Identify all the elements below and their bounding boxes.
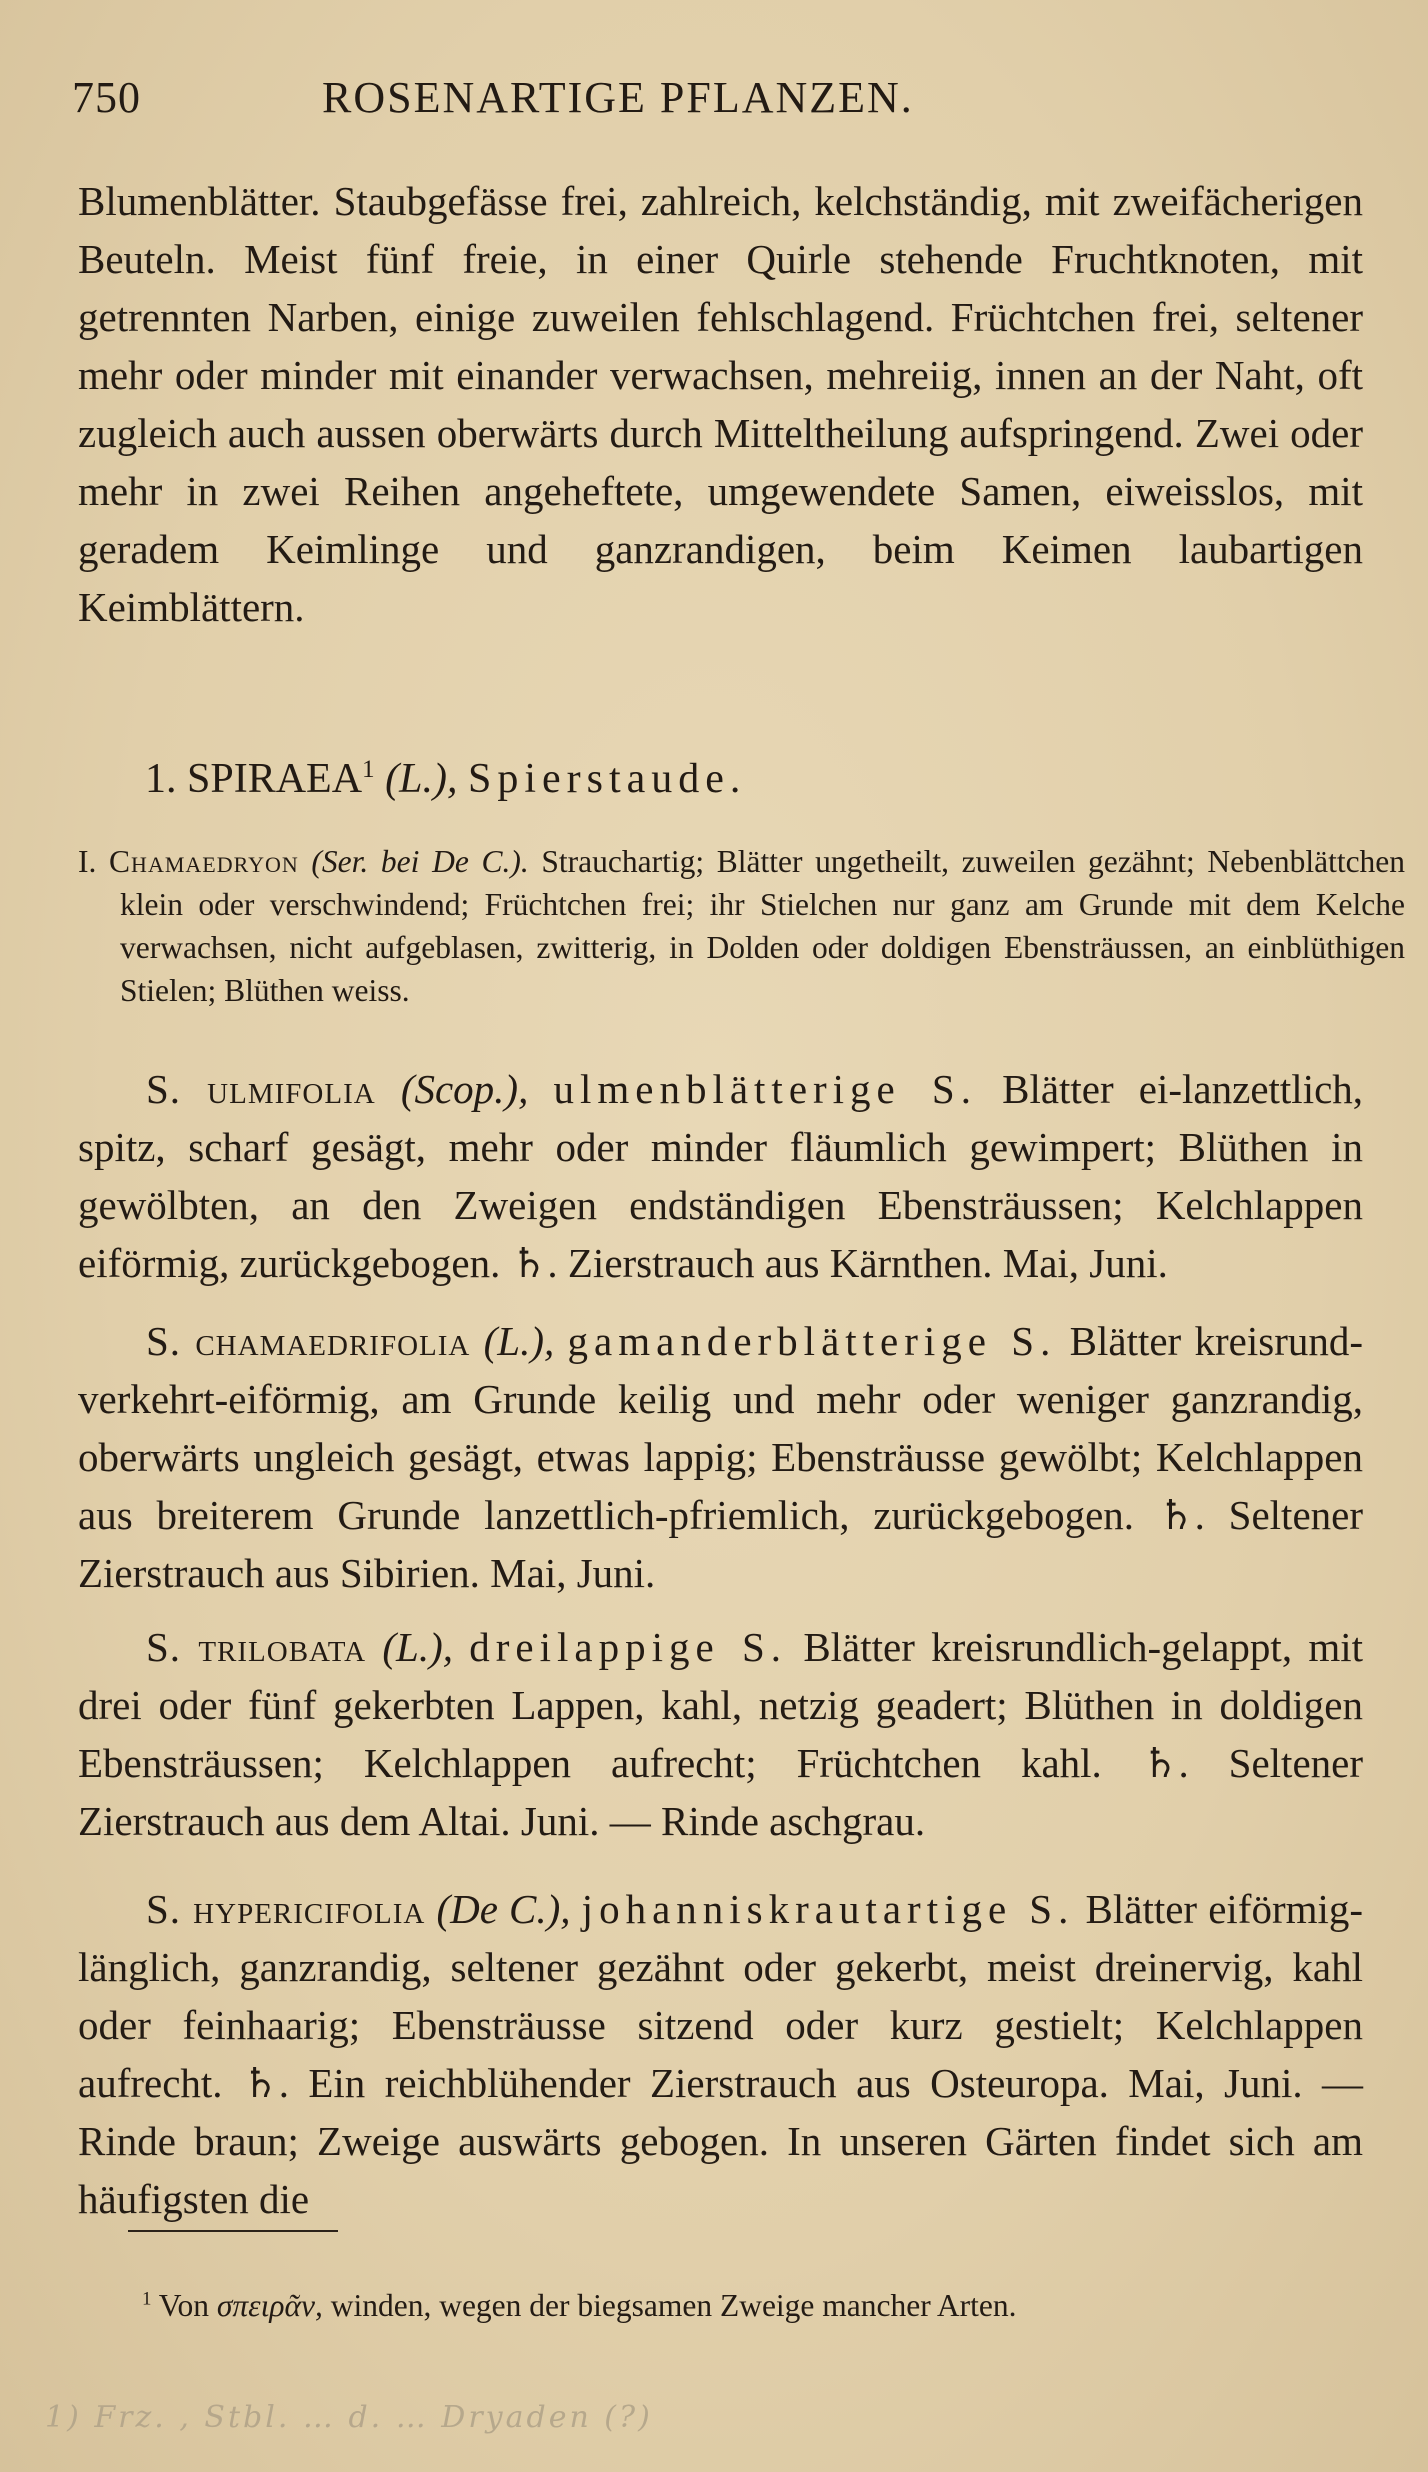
footnote-marker: 1: [362, 756, 375, 783]
footnote-greek-word: σπειρᾶν,: [216, 2288, 323, 2323]
genus-number: 1.: [145, 756, 177, 802]
species-common-name: johanniskrautartige S.: [581, 1886, 1075, 1932]
species-common-name: ulmenblätterige S.: [553, 1066, 977, 1112]
species-paragraph: [78, 1060, 1363, 1292]
footnote-prefix: Von: [158, 2288, 209, 2323]
species-description: Blätter kreisrund-verkehrt-eiförmig, am Grunde keilig und mehr oder weniger ganzrandig, oberwärts ungleich gesägt, etwas lappig; Ebensträusse gewölbt; Kelchlappen aus breiterem Grunde lanzettlich-pfriemlich, zurückgebogen. ♄. Seltener Zierstrauch aus Sibirien. Mai, Juni.: [78, 1318, 1364, 1596]
footnote-number: 1: [142, 2288, 152, 2310]
section-text: Strauchartig; Blätter ungetheilt, zuweilen gezähnt; Nebenblättchen klein oder verschwindend; Früchtchen frei; ihr Stielchen nur ganz am Grunde mit dem Kelche verwachsen, nicht aufgeblasen, zwitterig, in Dolden oder doldigen Ebensträussen, an einblüthigen Stielen; Blüthen weiss.: [120, 844, 1406, 1008]
species-authority: (De C.),: [436, 1886, 571, 1932]
species-paragraph: [78, 1618, 1363, 1850]
genus-authority: (L.),: [385, 756, 458, 802]
page-header: [72, 72, 1362, 132]
running-title: ROSENARTIGE PFLANZEN.: [322, 73, 914, 122]
species-paragraph: [78, 1312, 1363, 1602]
species-common-name: dreilappige S.: [469, 1624, 788, 1670]
species-authority: (Scop.),: [400, 1066, 529, 1112]
species-description: Blätter ei-lanzettlich, spitz, scharf gesägt, mehr oder minder fläumlich gewimpert; Blüthen in gewölbten, an den Zweigen endständigen Ebensträussen; Kelchlappen eiförmig, zurückgebogen. ♄. Zierstrauch aus Kärnthen. Mai, Juni.: [78, 1066, 1364, 1286]
genus-name: SPIRAEA: [187, 756, 363, 802]
section-authority: (Ser. bei De C.).: [311, 844, 529, 879]
species-name: S. ulmifolia: [146, 1066, 376, 1112]
page-number: 750: [72, 73, 141, 122]
genus-common-name: Spierstaude.: [467, 756, 747, 802]
species-description: Blätter eiförmig-länglich, ganzrandig, seltener gezähnt oder gekerbt, meist dreinervig, kahl oder feinhaarig; Ebensträusse sitzend oder kurz gestielt; Kelchlappen aufrecht. ♄. Ein reichblühender Zierstrauch aus Osteuropa. Mai, Juni. — Rinde braun; Zweige auswärts gebogen. In unseren Gärten findet sich am häufigsten die: [78, 1886, 1364, 2222]
species-authority: (L.),: [483, 1318, 555, 1364]
species-name: S. chamaedrifolia: [146, 1318, 471, 1364]
species-authority: (L.),: [382, 1624, 453, 1670]
species-common-name: gamanderblätterige S.: [567, 1318, 1057, 1364]
section-name: Chamaedryon: [109, 844, 299, 879]
species-paragraph: [78, 1880, 1363, 2228]
footnote-text: winden, wegen der biegsamen Zweige mancher Arten.: [330, 2288, 1017, 2323]
species-name: S. trilobata: [146, 1624, 367, 1670]
intro-paragraph: Blumenblätter. Staubgefässe frei, zahlreich, kelchständig, mit zweifächerigen Beuteln. Meist fünf freie, in einer Quirle stehende Fruchtknoten, mit getrennten Narben, einige zuweilen fehlschlagend. Früchtchen frei, seltener mehr oder minder mit einander verwachsen, mehreiig, innen an der Naht, oft zugleich auch aussen oberwärts durch Mitteltheilung aufspringend. Zwei oder mehr in zwei Reihen angeheftete, umgewendete Samen, eiweisslos, mit geradem Keimlinge und ganzrandigen, beim Keimen laubartigen Keimblättern.: [78, 178, 1363, 630]
section-paragraph: [78, 840, 1405, 1012]
footnote: [142, 2288, 1362, 2324]
footnote-rule: [128, 2230, 338, 2232]
genus-heading: [145, 755, 1428, 803]
pencil-annotation: 1) Frz. , Stbl. … d. … Dryaden (?): [45, 2400, 653, 2435]
section-numeral: I.: [78, 844, 97, 879]
species-name: S. hypericifolia: [146, 1886, 426, 1932]
species-description: Blätter kreisrundlich-gelappt, mit drei oder fünf gekerbten Lappen, kahl, netzig geadert; Blüthen in doldigen Ebensträussen; Kelchlappen aufrecht; Früchtchen kahl. ♄. Seltener Zierstrauch aus dem Altai. Juni. — Rinde aschgrau.: [78, 1624, 1364, 1844]
